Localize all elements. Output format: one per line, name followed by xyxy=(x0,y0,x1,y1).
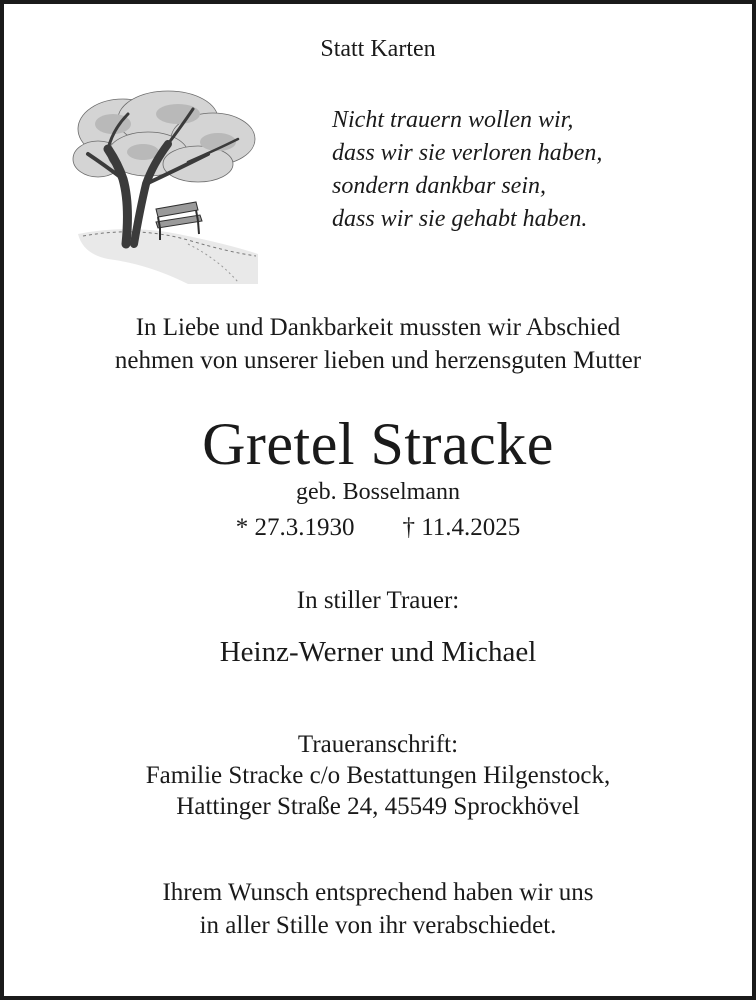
mourning-label: In stiller Trauer: xyxy=(296,587,460,614)
poem-line: dass wir sie gehabt haben. xyxy=(332,206,588,232)
life-dates xyxy=(4,514,752,542)
intro-line: nehmen von unserer lieben und herzensguten Mutter xyxy=(114,347,642,374)
address-label: Traueranschrift: xyxy=(297,731,459,758)
poem-line: dass wir sie verloren haben, xyxy=(332,140,603,166)
closing-text xyxy=(4,876,752,942)
poem-line: Nicht trauern wollen wir, xyxy=(332,107,574,133)
maiden-name: geb. Bosselmann xyxy=(296,479,460,505)
address-line: Hattinger Straße 24, 45549 Sprockhövel xyxy=(176,793,580,820)
birth-date: * 27.3.1930 xyxy=(235,514,355,541)
closing-line: Ihrem Wunsch entsprechend haben wir uns xyxy=(162,879,594,906)
header-text: Statt Karten xyxy=(320,36,436,62)
deceased-name: Gretel Stracke xyxy=(202,411,554,477)
tree-bench-illustration xyxy=(68,84,263,284)
death-date: † 11.4.2025 xyxy=(402,514,521,541)
mourners-names: Heinz-Werner und Michael xyxy=(219,636,537,668)
poem xyxy=(332,104,602,236)
closing-line: in aller Stille von ihr verabschiedet. xyxy=(199,912,557,939)
intro-line: In Liebe und Dankbarkeit mussten wir Abschied xyxy=(135,314,621,341)
intro-text xyxy=(4,311,752,377)
poem-line: sondern dankbar sein, xyxy=(332,173,546,199)
address-line: Familie Stracke c/o Bestattungen Hilgenstock, xyxy=(145,762,611,789)
